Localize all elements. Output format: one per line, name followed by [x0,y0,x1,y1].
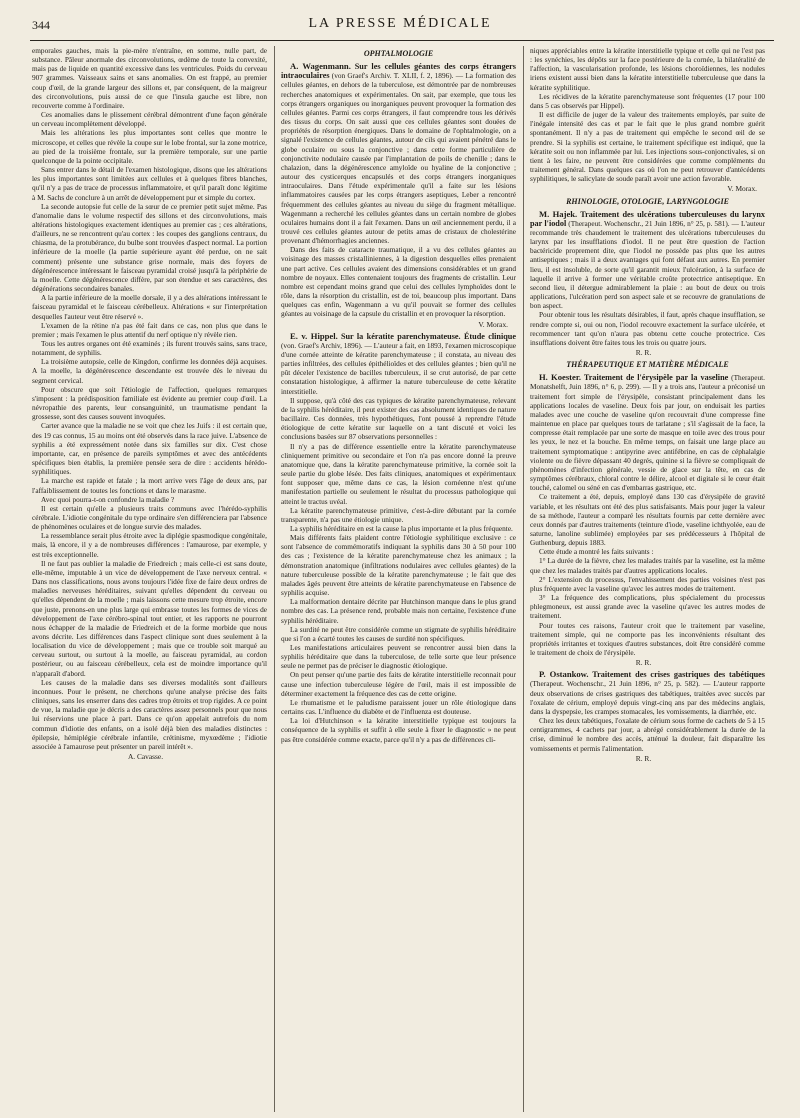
paragraph: Les récidives de la kératite parenchymateuse sont fréquentes (17 pour 100 dans 5 cas observés par Hippel). [530,91,765,110]
paragraph: La surdité ne peut être considérée comme un stigmate de syphilis héréditaire que si l'on a écarté toutes les causes de surdité non spécifiques. [281,624,516,643]
header-rule [30,40,774,41]
paragraph: Il suppose, qu'à côté des cas typiques de kératite parenchymateuse, relevant de la syphilis héréditaire, il peut exister des cas absolument identiques de nature bacillaire. Ces données, très hypothétiques, l'ont poussé à reprendre l'étude étiologique de cette kératite sur laquelle on a tant discuté et voici les conclusions basées sur 87 observations personnelles : [281,395,516,442]
article-author: P. Ostankow. [539,669,589,680]
paragraph: 3° La fréquence des complications, plus spécialement du processus phlegmoneux, est aussi grande avec la vaseline qu'avec les autres modes de traitement. [530,593,765,621]
article-title: Traitement de l'érysipèle par la vaseline [583,373,729,383]
section-heading: RHINOLOGIE, OTOLOGIE, LARYNGOLOGIE [566,196,729,206]
paragraph: La kératite parenchymateuse primitive, c'est-à-dire débutant par la cornée transparente, n'a pas une étiologie unique. [281,505,516,524]
paragraph: Mais les altérations les plus importantes sont celles que montre le microscope, et celles que révèle la coupe sur le lobe frontal, sur la zone motrice, au pied de la troisième frontale, sur la première temporale, sur une partie quelconque de la pointe occipitale. [32,128,267,165]
paragraph: Ces anomalies dans le plissement cérébral démontrent d'une façon générale un cerveau incomplètement développé. [32,110,267,129]
paragraph: A la partie inférieure de la moelle dorsale, il y a des altérations intéressant le faisceau pyramidal et le faisceau cérébelleux. Altérations « sur l'interprétation desquelles l'auteur veut être réservé ». [32,293,267,321]
paragraph: Il ne faut pas oublier la maladie de Friedreich ; mais celle-ci est sans doute, elle-même, imputable à un vice de développement de l'axe nerveux central. « Dans nos classifications, nous avons toujours l'idée fixe de faire deux ordres de maladies nerveuses héréditaires, suivant qu'elles dépendent du cerveau ou qu'elles dépendent de la moelle ; mais laissons cette mesure trop étroite, encore que juste, prenons-en une plus large qui embrasse toutes les formes de vices de développement de l'axe cérébro-spinal tout entier, et les rapports ne pourront nous échapper de la maladie de Friedreich et de la forme morbide que nous avons décrite. Les différences dans l'aspect clinique sont dues seulement à la localisation du vice de développement ; mais que ce trouble soit marqué au cerveau surtout, ou surtout à la moelle, au faisceau pyramidal, au cordon postérieur, ou au faisceau cérébelleux, cela est de moindre importance qu'il n'apparaît d'abord. [32,558,267,678]
article-author: E. v. Hippel. [290,330,338,341]
paragraph: Pour toutes ces raisons, l'auteur croit que le traitement par vaseline, traitement simple, qui ne comporte pas les inconvénients résultant des propriétés irritantes et toxiques d'autres substances, doit être considéré comme le traitement de choix de l'érysipèle. [530,620,765,657]
paragraph: Avec quoi pourra-t-on confondre la maladie ? [41,494,175,504]
paragraph: Il n'y a pas de différence essentielle entre la kératite parenchymateuse cliniquement primitive ou secondaire et l'on n'a pas encore donné la preuve anatomique que, dans la kératite parenchymateuse primitive, la cornée soit la seule partie du globe lésée. Des faits cliniques, anatomiques et expérimentaux font supposer que, même dans ce cas, la lésion cornéenne n'est qu'une manifestation partielle ou seulement le résultat du processus pathologique qui atteint le tractus uvéal. [281,441,516,506]
article-text: — Il y a trois ans, l'auteur a préconisé un traitement fort simple de l'érysipèle, consistant principalement dans les applications locales de vaseline. Deux fois par jour, on enduisait les parties malades avec une couche de vaseline qu'on recouvrait d'une compresse fine maintenue en place par quelques tours de tarlatane ; s'il s'agissait de la face, la compresse était remplacée par une sorte de masque en toile avec des trous pour les yeux, le nez et la bouche. En même temps, on faisait une large place au traitement symptomatique : antipyrine avec antifébrine, en cas de céphalalgie violente ou de fièvre dépassant 40 degrés, quinine si la fièvre se compliquait de phénomènes d'infection générale, vessie de glace sur la tête, en cas de symptômes cérébraux, chloral contre le délire, alcool et digitale si le cœur était touché, calomel ou séné en cas d'embarras gastrique, etc. [530,382,765,493]
article-author: A. Wagenmann. [290,61,351,72]
column-left [32,46,267,1116]
paragraph: Les causes de la maladie dans ses diverses modalités sont d'ailleurs inconnues. Pour le présent, ne cherchons qu'une analyse précise des faits cliniques, sans les enserrer dans des cadres trop étroits et trop rigides. A ce point de vue, la maladie que je décris a des caractères assez personnels pour que nous lui réservions une place à part. Dans ce qu'on appelait autrefois du nom commun d'idiotie des enfants, on a isolé déjà bien des maladies distinctes : épilepsie, hémiplégie cérébrale infantile, crétinisme, myxœdème ; l'idiotie associée à l'amaurose peut présenter un pareil intérêt ». [32,677,267,751]
section-heading: OPHTALMOLOGIE [363,49,434,58]
paragraph: Il est difficile de juger de la valeur des traitements employés, par suite de l'inégale intensité des cas et par le fait que le plus grand nombre guérit spontanément. Il n'y a pas de traitement qui empêche le second œil de se prendre. Si la syphilis est certaine, le traitement spécifique est indiqué, que la kératite soit ou non inflammée par lui. Les injections sous-conjonctivales, si on tient à les faire, ne peuvent être considérées que comme compléments du traitement général. Dans quelques cas où l'on ne peut retrouver d'antécédents syphilitiques, le salicylate de soude paraît avoir une action favorable. [530,110,765,184]
paragraph: Ce traitement a été, depuis, employé dans 130 cas d'érysipèle de gravité variable, et les résultats ont été des plus satisfaisants. Mais pour juger la valeur de sa méthode, l'auteur a comparé les résultats fournis par cette dernière avec ceux donnés par d'autres traitements (teinture d'iode, vaseline ichthyolée, eau de saturne, lanoline sublimée) employées par ses prédécesseurs à l'hôpital de Guthenburg, depuis 1883. [530,492,765,548]
article-title: Sur les cellules géantes des corps étrangers intraoculaires [281,62,516,81]
paragraph: Chez les deux tabétiques, l'oxalate de cérium sous forme de cachets de 5 à 15 centigrammes, 4 cachets par jour, a abrégé considérablement la durée de la crise, diminué le nombre des accès, atténué la douleur, fait disparaître les vomissements et permis l'alimentation. [530,716,765,753]
column-right [530,46,765,1116]
article-author: M. Hajek. [539,208,578,219]
article-title: Sur la kératite parenchymateuse. Étude clinique [340,331,516,341]
article-reference: (Therapeut. Wochenschr., 21 Juin 1896, n° 25, p. 581). [568,218,730,228]
article-text: — L'auteur a fait, en 1893, l'examen microscopique d'une cornée atteinte de kératite parenchymateuse ; il constata, au niveau des parties infiltrées, des cellules épithélioïdes et des cellules géantes ; bien qu'il ne pût déceler l'existence de bacilles tuberculeux, il se crut autorisé, de par cette constatation histologique, à affirmer la nature tuberculeuse de cette kératite interstitielle. [281,340,516,396]
paragraph: La seconde autopsie fut celle de la sœur de ce premier petit sujet même. Pas d'anomalie dans le volume respectif des sillons et des circonvolutions, mais altérations histologiques exactement identiques au premier cas ; ces altérations, d'ailleurs, ne se rencontrent qu'au cortex : les coupes des ganglions centraux, du chiasma, de la protubérance, du bulbe sont trouvées d'aspect normal. La portion inférieure de la moelle (la partie supérieure ayant été perdue, on ne sait comment) présente une substance grise normale, mais des foyers de dégénérescence intéressant le faisceau pyramidal croisé jusqu'à la périphérie de la moelle. Cette dégénérescence diffère, par son étendue et ses caractères, des dégénérations secondaires banales. [32,201,267,294]
paragraph: Pour obtenir tous les résultats désirables, il faut, après chaque insufflation, se rendre compte si, oui ou non, l'iodol recouvre exactement la surface ulcérée, et recommencer tant qu'on n'aura pas obtenu cette couche protectrice. Ces insufflations doivent être faites tous les trois ou quatre jours. [530,310,765,347]
article-paragraph [530,210,765,311]
paragraph: Sans entrer dans le détail de l'examen histologique, disons que les altérations les plus importantes sont limitées aux cellules et à quelques fibres blanches, qu'il n'y a pas de trace de processus inflammatoire, et qu'il paraît donc légitime à M. Sachs de conclure à un arrêt de développement pur et simple du cortex. [32,165,267,202]
column-divider [274,46,275,1112]
page-header [24,14,776,36]
article-paragraph [281,332,516,396]
journal-title: LA PRESSE MÉDICALE [308,16,492,31]
article-reference: (Therapeut. Wochenschr., 21 Juin 1896, n° 25, p. 582). [530,679,701,689]
paragraph: La loi d'Hutchinson « la kératite interstitielle typique est toujours la conséquence de la syphilis et suffit à elle seule à fixer le diagnostic » ne peut pas être considérée comme exacte, parce qu'il n'y a pas de différences cli- [281,716,516,744]
paragraph: Il est certain qu'elle a plusieurs traits communs avec l'hérédo-syphilis cérébrale. L'idiotie congénitale du type ordinaire s'en différenciera par l'absence de phénomènes oculaires et de longue survie des malades. [32,503,267,532]
article-title: Traitement des crises gastriques des tabétiques [592,670,765,680]
paragraph: Cette étude a montré les faits suivants : [539,547,654,557]
author-signature: R. R. [635,753,652,763]
paragraph: Les manifestations articulaires peuvent se rencontrer aussi bien dans la syphilis héréditaire que dans la tuberculose, de telle sorte que leur présence seule ne permet pas de préciser le diagnostic étiologique. [281,643,516,671]
article-paragraph [530,670,765,716]
author-signature: V. Morax. [727,184,757,194]
paragraph: emporales gauches, mais la pie-mère n'entraîne, en somme, nulle part, de substance. Pâleur anormale des circonvolutions, œdème de toute la convexité, mais pas de liquide en quantité excessive dans les ventricules. Poids du cerveau 907 grammes. Vaisseaux sains et sans anomalies. On est frappé, au premier coup d'œil, de la grande largeur des sillons et, par conséquent, de la maigreur des circonvolutions, puis aussi de ce que l'insula gauche est libre, non recouverte comme à l'ordinaire. [32,46,267,110]
column-divider [523,46,524,1112]
article-title: Traitement des ulcérations tuberculeuses du larynx par l'iodol [530,209,765,228]
paragraph: La marche est rapide et fatale ; la mort arrive vers l'âge de deux ans, par l'affaiblissement de toutes les fonctions et dans le marasme. [32,476,267,495]
article-text: — L'auteur rapporte deux observations de crises gastriques des tabétiques, traitées avec succès par l'oxalate de cérium, employé depuis vingt-cinq ans par des médecins anglais, dans la dyspepsie, les crampes stomacales, les vomissements, la diarrhée, etc. [530,679,765,716]
author-signature: R. R. [635,658,652,668]
article-author: H. Koester. [539,372,582,383]
author-signature: V. Morax. [478,319,508,329]
article-paragraph [530,373,765,492]
article-paragraph [281,62,516,245]
author-signature: A. Cavasse. [127,752,164,762]
paragraph: Pour obscure que soit l'étiologie de l'affection, quelques remarques s'imposent : la prédisposition familiale est évidente au premier coup d'œil. La névropathie des parents, leur consanguinité, un traumatisme pendant la grossesse, sont des causes souvent invoquées. [32,384,267,422]
paragraph: Le rhumatisme et le paludisme paraissent jouer un rôle étiologique dans certains cas. L'influence du diabète et de l'influenza est douteuse. [281,697,516,717]
paragraph: 2° L'extension du processus, l'envahissement des parties voisines n'est pas plus fréquente avec la vaseline qu'avec les autres modes de traitement. [530,574,765,593]
column-middle [281,46,516,1116]
paragraph: La troisième autopsie, celle de Kingdon, confirme les données déjà acquises. A la moelle, la dégénérescence descendante est trouvée dès le niveau du segment cervical. [32,357,267,385]
paragraph: La syphilis héréditaire en est la cause la plus importante et la plus fréquente. [290,523,513,533]
author-signature: R. R. [635,348,652,357]
paragraph: Tous les autres organes ont été examinés ; ils furent trouvés sains, sans trace, notamment, de syphilis. [32,339,267,358]
paragraph: La malformation dentaire décrite par Hutchinson manque dans le plus grand nombre des cas. La présence rend, probable mais non certaine, l'existence d'une syphilis héréditaire. [281,597,516,625]
article-reference: (von Graef's Archiv. T. XLII, f. 2, 1896). [331,71,454,81]
article-reference: (von. Graef's Archiv, 1896). [281,340,363,350]
paragraph: Mais différents faits plaident contre l'étiologie syphilitique exclusive : ce sont l'absence de commémoratifs indiquant la syphilis dans 30 à 50 pour 100 des cas ; l'existence de la kératite parenchymateuse chez les animaux ; la démonstration anatomique (infiltrations nodulaires avec cellules géantes) de la nature tuberculeuse possible de la kératite parenchymateuse ; le fait que des malades âgés peuvent être atteints de kératite parenchymateuse en l'absence de syphilis acquise. [281,533,516,598]
page-number: 344 [32,18,50,32]
paragraph: On peut penser qu'une partie des faits de kératite interstitielle reconnait pour cause une infection tuberculeuse légère de l'œil, mais il est impossible de déterminer exactement la fréquence des cas de cette origine. [281,670,516,698]
paragraph: 1° La durée de la fièvre, chez les malades traités par la vaseline, est la même que chez les malades traités par d'autres applications locales. [530,556,765,575]
section-heading: THÉRAPEUTIQUE ET MATIÈRE MÉDICALE [566,360,729,370]
paragraph: niques appréciables entre la kératite interstitielle typique et celle qui ne l'est pas : les synéchies, les dépôts sur la face postérieure de la cornée, la bilatéralité de l'affection, la vascularisation profonde, les lésions choroïdiennes, les nodules iriens existent aussi bien dans la kératite interstitielle tuberculeuse que dans la kératite syphilitique. [530,46,765,92]
article-text: — L'auteur recommande très chaudement le traitement des ulcérations tuberculeuses du larynx par les insufflations d'iodol. Il ne peut être question de l'action bactéricide proprement dite, que l'iodol ne possède pas plus que les autres antiseptiques ; mais il a deux avantages qui font défaut aux autres. En premier lieu, il est insoluble, de sorte qu'il garantit mieux l'ulcération, à la surface de laquelle il arrive à former une véritable croûte protectrice antiseptique. En second lieu, il détergue admirablement la plaie : au bout de deux ou trois applications, l'ulcération perd son aspect sale et se recouvre de granulations de bon aspect. [530,218,765,311]
paragraph: L'examen de la rétine n'a pas été fait dans ce cas, non plus que dans le premier ; mais l'examen le plus attentif du nerf optique n'y révèle rien. [32,320,267,339]
article-text: — La formation des cellules géantes, en dehors de la tuberculose, est démontrée par de nombreuses recherches anatomiques et expérimentales. On sait, par exemple, que tous les corps étrangers organiques ou inorganiques peuvent provoquer la formation des cellules géantes. Parmi ces corps étrangers, il faut comprendre tous les dérivés des tissus du corps. On sait aussi que ces cellules géantes sont douées de propriétés de résorption énergiques. Dans le domaine de l'ophtalmologie, on a signalé l'existence de cellules géantes, autour de cils qui avaient pénétré dans le globe oculaire ou sous la conjonctive ; dans cette forme particulière de conjonctivite nodulaire causée par l'implantation de poils de chenille ; dans le chalazion, dans la dégénérescence amyloïde ou hyaline de la conjonctive ; autour des cysticerques encapsulés et des corps étrangers inorganiques intraoculaires. Dans l'étude expérimentale qu'il a faite sur les lésions inflammatoires causées par les corps étrangers aseptiques, Leber a rencontré fréquemment des cellules géantes au niveau du siège du fragment métallique. Wagenmann a recherché les cellules géantes dans un certain nombre de globes oculaires humains dont il a fait l'examen. Dans un œil anciennement perdu, il a trouvé ces cellules géantes autour de petits amas de cristaux de cholestérine provenant d'hémorrhagies anciennes. [281,71,516,246]
article-reference: (Therapeut. Monatshelft, Juin 1896, n° 6, p. 299). [530,373,765,392]
paragraph: La ressemblance serait plus étroite avec la diplégie spasmodique congénitale, mais, là encore, il y a de nombreuses différences : l'amaurose, par exemple, y est très exceptionnelle. [32,531,267,559]
paragraph: Dans des faits de cataracte traumatique, il a vu des cellules géantes au voisinage des masses cristalliniennes, à la digestion desquelles elles prenaient une part active. Ces cellules avaient des dimensions considérables et un grand nombre de noyaux. Elles contenaient toujours des fragments de cristallin. Leur nombre est cependant moins grand que celui des cellules lymphoïdes dont le rôle, dans la résorption du cristallin, est de toi, beaucoup plus important. Dans quelques cas enfin, Wagenmann a vu qu'il pouvait se former des cellules géantes au voisinage de la capsule du cristallin et en provoquer la résorption. [281,245,516,319]
paragraph: Carter avance que la maladie ne se voit que chez les Juifs : il est certain que, des 19 cas connus, 15 au moins ont été observés dans la race juive. L'absence de syphilis a été expressément notée dans six familles sur dix. C'est chose importante, car, en présence de pareils symptômes et avec des antécédents spécifiques bien établis, la première pensée sera de dire : accidents hérédo-syphilitiques. [32,421,267,477]
